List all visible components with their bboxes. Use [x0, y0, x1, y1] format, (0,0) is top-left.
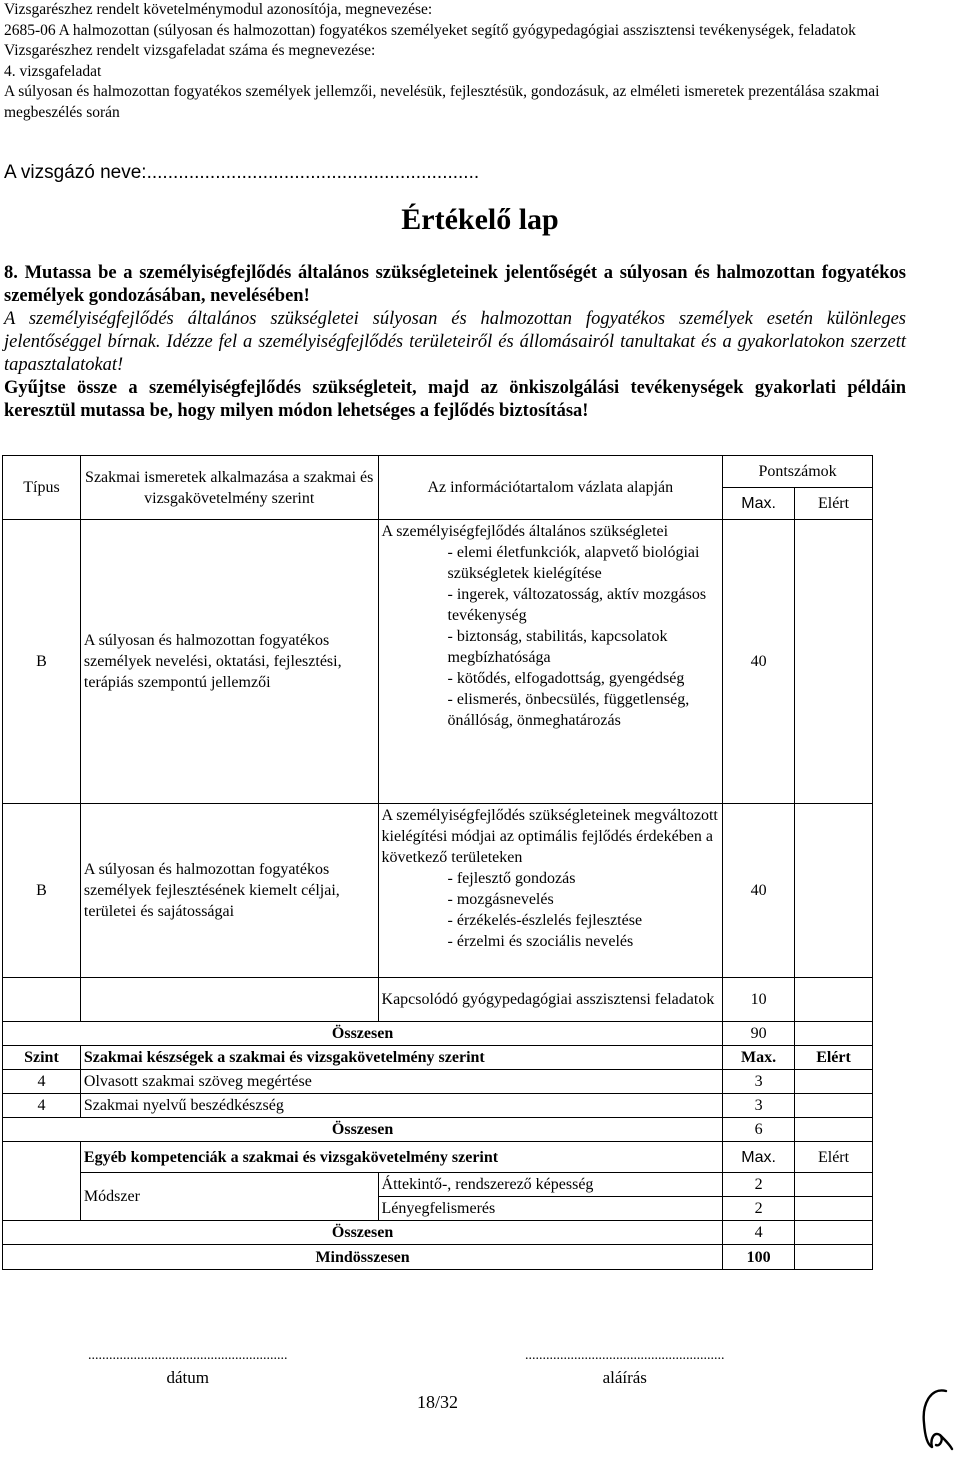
- skills-szint-header: Szint: [3, 1046, 81, 1070]
- skill-label: Olvasott szakmai szöveg megértése: [80, 1070, 722, 1094]
- header-task-name: A súlyosan és halmozottan fogyatékos személyek jellemzői, nevelésük, fejlesztésük, gondozásuk, az elméleti ismeretek prezentálása szakmai megbeszélés során: [4, 83, 880, 121]
- comp-max-header: Max.: [723, 1142, 795, 1173]
- sum3-elert-field[interactable]: [795, 1221, 873, 1245]
- header-elert: Elért: [795, 488, 873, 520]
- header-pontszamok: Pontszámok: [723, 456, 873, 488]
- header-szakmai: Szakmai ismeretek alkalmazása a szakmai és vizsgakövetelmény szerint: [80, 456, 378, 520]
- page-title: Értékelő lap: [401, 203, 559, 236]
- row3-text: Kapcsolódó gyógypedagógiai asszisztensi feladatok: [378, 978, 723, 1022]
- row2-intro: A személyiségfejlődés szükségleteinek megváltozott kielégítési módjai az optimális fejlődés érdekében a következő területeken: [381, 807, 718, 866]
- row2-content: [378, 804, 723, 978]
- skill-max: 3: [723, 1094, 795, 1118]
- date-line: .........................................................: [88, 1348, 288, 1363]
- skills-elert-header: Elért: [795, 1046, 873, 1070]
- row2-desc: A súlyosan és halmozottan fogyatékos személyek fejlesztésének kiemelt céljai, területei és sajátosságai: [80, 804, 378, 978]
- header-module-name: 2685-06 A halmozottan (súlyosan és halmozottan) fogyatékos személyeket segítő gyógypedagógiai asszisztensi tevékenységek, feladatok: [4, 21, 856, 39]
- header-info: Az információtartalom vázlata alapján: [378, 456, 723, 520]
- comp-item-max: 2: [723, 1173, 795, 1197]
- task-question: 8. Mutassa be a személyiségfejlődés általános szükségleteinek jelentőségét a súlyosan és halmozottan fogyatékos személyek gondozásában, nevelésében!: [4, 263, 906, 306]
- row1-tipus: B: [3, 520, 81, 804]
- comp-elert-header: Elért: [795, 1142, 873, 1173]
- skills-max-header: Max.: [723, 1046, 795, 1070]
- row2-max: 40: [723, 804, 795, 978]
- date-label: dátum: [166, 1368, 209, 1387]
- candidate-name-line: A vizsgázó neve:...............................................................: [4, 162, 480, 183]
- row1-item: - biztonság, stabilitás, kapcsolatok megbízhatósága: [447, 628, 668, 666]
- header-module-label: Vizsgarészhez rendelt követelménymodul azonosítója, megnevezése:: [4, 1, 433, 18]
- skills-header: Szakmai készségek a szakmai és vizsgakövetelmény szerint: [80, 1046, 722, 1070]
- row3-elert-field[interactable]: [795, 978, 873, 1022]
- handwritten-initial-mark: [918, 1385, 956, 1451]
- row2-elert-field[interactable]: [795, 804, 873, 978]
- sum3-label: Összesen: [3, 1221, 723, 1245]
- row1-max: 40: [723, 520, 795, 804]
- task-description: [4, 262, 906, 423]
- row2-item: - érzelmi és szociális nevelés: [447, 933, 634, 950]
- skill-szint: 4: [3, 1070, 81, 1094]
- total-elert-field[interactable]: [795, 1245, 873, 1270]
- comp-item-elert-field[interactable]: [795, 1173, 873, 1197]
- header-task-label: Vizsgarészhez rendelt vizsgafeladat száma és megnevezése:: [4, 42, 376, 59]
- comp-item-label: Áttekintő-, rendszerező képesség: [378, 1173, 723, 1197]
- comp-category: Módszer: [80, 1173, 378, 1221]
- row1-item: - elismerés, önbecsülés, függetlenség, önállóság, önmeghatározás: [447, 691, 690, 729]
- sum1-value: 90: [723, 1022, 795, 1046]
- header-max: Max.: [723, 488, 795, 520]
- row2-item: - érzékelés-észlelés fejlesztése: [447, 912, 643, 929]
- row3-max: 10: [723, 978, 795, 1022]
- header-task-number: 4. vizsgafeladat: [4, 62, 102, 80]
- row2-tipus: B: [3, 804, 81, 978]
- document-header: [4, 0, 954, 123]
- header-tipus: Típus: [3, 456, 81, 520]
- row1-item: - elemi életfunkciók, alapvető biológiai szükségletek kielégítése: [447, 544, 700, 582]
- sum2-value: 6: [723, 1118, 795, 1142]
- row1-content: [378, 520, 723, 804]
- skill-szint: 4: [3, 1094, 81, 1118]
- row1-intro: A személyiségfejlődés általános szükségletei: [381, 523, 669, 540]
- date-signature-block: [88, 1348, 288, 1388]
- task-context: A személyiségfejlődés általános szükségletei súlyosan és halmozottan fogyatékos személyek esetén különleges jelentőséggel bírnak. Idézze fel a személyiségfejlődés területeiről és állomásairól tanultakat és a gyakorlatokon szerzett tapasztalatokat!: [4, 309, 906, 375]
- task-instruction: Gyűjtse össze a személyiségfejlődés szükségleteit, majd az önkiszolgálási tevékenységek gyakorlati példáin keresztül mutassa be, hogy milyen módon lehetséges a fejlődés biztosítása!: [4, 378, 906, 421]
- row1-item: - kötődés, elfogadottság, gyengédség: [447, 670, 685, 687]
- comp-header: Egyéb kompetenciák a szakmai és vizsgakövetelmény szerint: [80, 1142, 722, 1173]
- row2-item: - fejlesztő gondozás: [447, 870, 576, 887]
- skill-elert-field[interactable]: [795, 1070, 873, 1094]
- signature-label: aláírás: [602, 1368, 647, 1387]
- page-number: 18/32: [416, 1392, 458, 1412]
- total-label: Mindösszesen: [3, 1245, 723, 1270]
- sum2-elert-field[interactable]: [795, 1118, 873, 1142]
- signature-line: .........................................................: [525, 1348, 725, 1363]
- sum1-elert-field[interactable]: [795, 1022, 873, 1046]
- row1-desc: A súlyosan és halmozottan fogyatékos személyek nevelési, oktatási, fejlesztési, terápiás szempontú jellemzői: [80, 520, 378, 804]
- total-value: 100: [723, 1245, 795, 1270]
- sum3-value: 4: [723, 1221, 795, 1245]
- scoring-table: [2, 455, 873, 1270]
- comp-item-elert-field[interactable]: [795, 1197, 873, 1221]
- sum2-label: Összesen: [3, 1118, 723, 1142]
- comp-item-label: Lényegfelismerés: [378, 1197, 723, 1221]
- row1-elert-field[interactable]: [795, 520, 873, 804]
- skill-elert-field[interactable]: [795, 1094, 873, 1118]
- comp-item-max: 2: [723, 1197, 795, 1221]
- row1-item: - ingerek, változatosság, aktív mozgásos tevékenység: [447, 586, 707, 624]
- skill-max: 3: [723, 1070, 795, 1094]
- signature-block: [525, 1348, 725, 1388]
- skill-label: Szakmai nyelvű beszédkészség: [80, 1094, 722, 1118]
- sum1-label: Összesen: [3, 1022, 723, 1046]
- row2-item: - mozgásnevelés: [447, 891, 554, 908]
